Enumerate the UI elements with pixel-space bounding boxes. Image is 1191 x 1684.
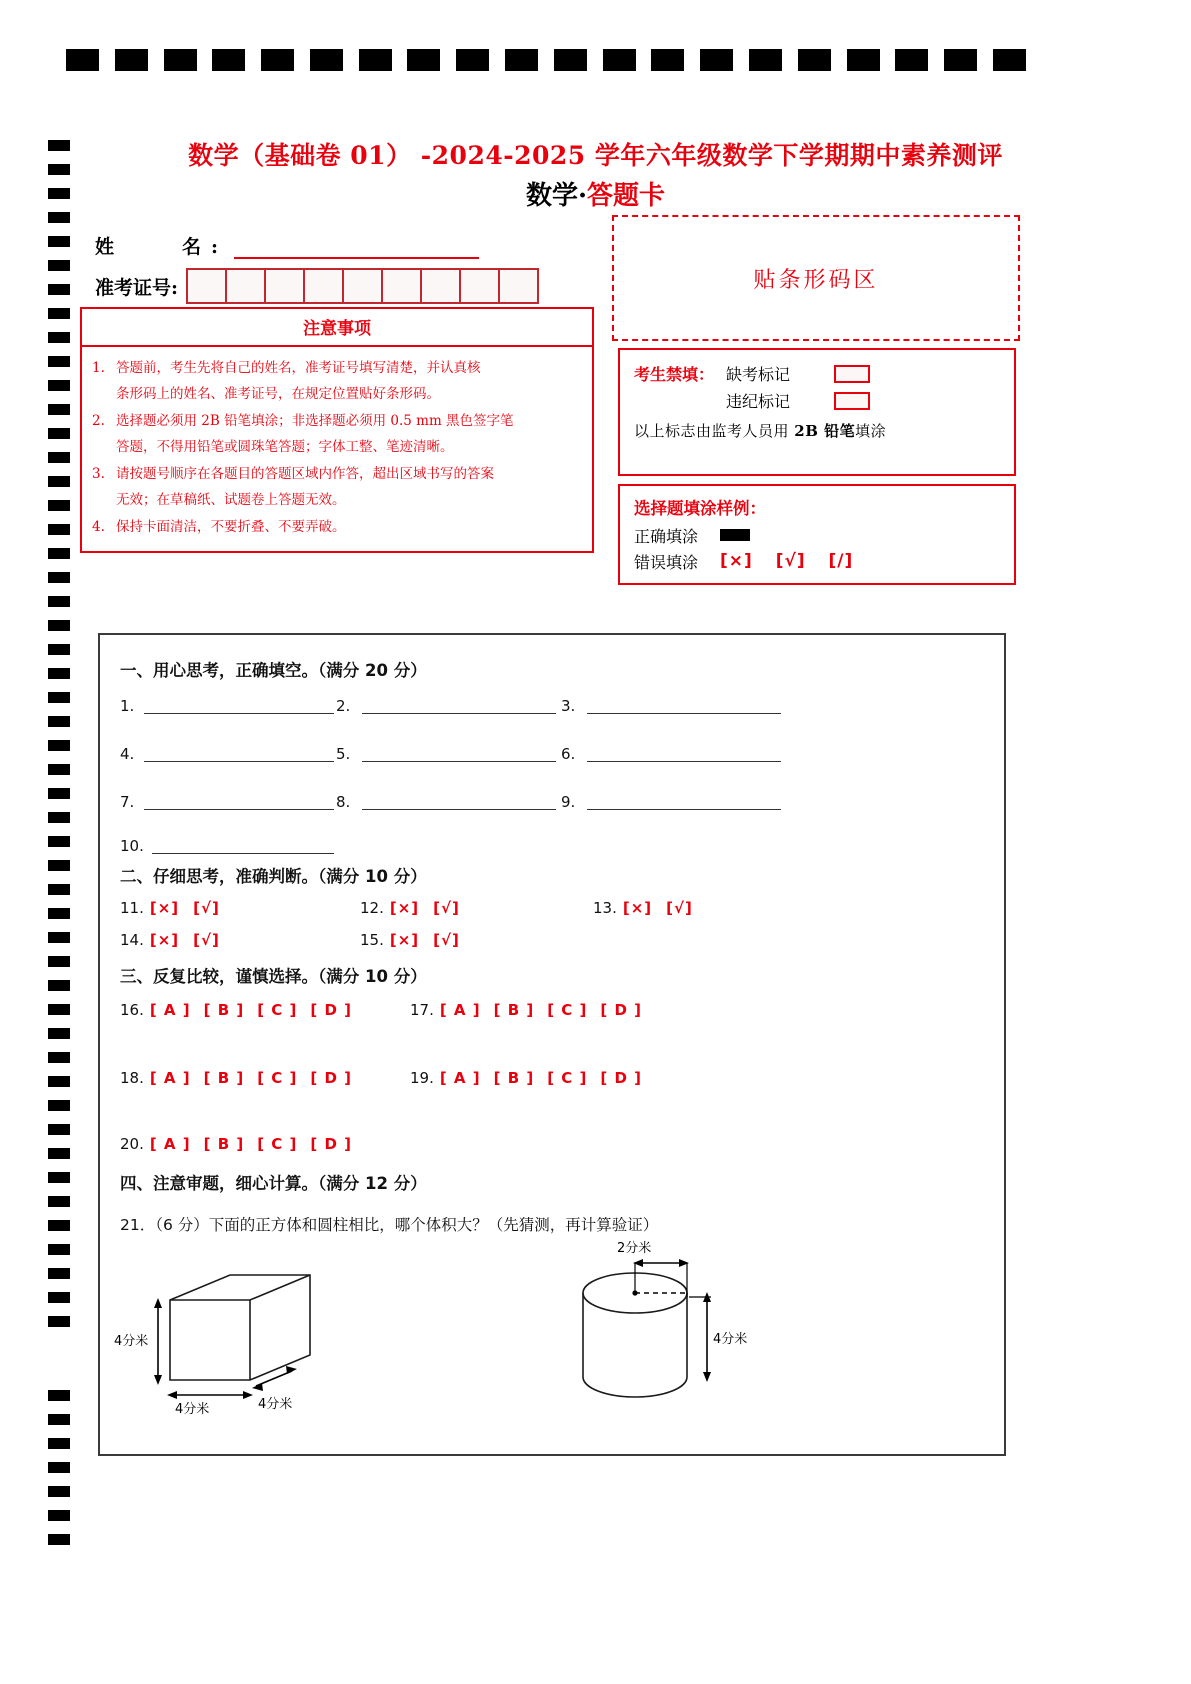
violation-mark-label: 违纪标记	[726, 392, 791, 411]
mc-number-19: 19.	[410, 1069, 434, 1087]
mc-row-17[interactable]	[410, 1001, 655, 1019]
blank-number-9: 9.	[561, 793, 576, 811]
top-timing-marks	[66, 49, 1026, 71]
mc-option-c-18[interactable]: [ C ]	[257, 1069, 298, 1087]
cylinder-height-label: 4分米	[713, 1332, 748, 1347]
tf-row-12[interactable]	[360, 899, 474, 917]
proctor-marks-box	[618, 348, 1016, 476]
tf-row-15[interactable]	[360, 931, 474, 949]
fill-sample-title: 选择题填涂样例：	[634, 499, 766, 518]
exam-id-cell[interactable]	[500, 270, 537, 302]
tf-number-12: 12.	[360, 899, 384, 917]
fill-sample-box	[618, 484, 1016, 585]
mc-row-18[interactable]	[120, 1069, 365, 1087]
correct-fill-label: 正确填涂	[634, 526, 699, 546]
notice-item-text	[116, 355, 582, 407]
exam-id-input[interactable]	[186, 268, 539, 304]
blank-line-9[interactable]	[587, 809, 781, 810]
section-one-heading: 一、用心思考，正确填空。（满分 20 分）	[120, 661, 427, 680]
tf-option-cross-11[interactable]: [×]	[149, 899, 180, 917]
absent-mark-label: 缺考标记	[726, 365, 791, 384]
exam-id-cell[interactable]	[188, 270, 227, 302]
wrong-mark-check: [√]	[775, 551, 806, 571]
notice-item-number: 4.	[92, 519, 105, 535]
notice-line: 请按题号顺序在各题目的答题区域内作答，超出区域书写的答案	[116, 466, 494, 482]
mc-row-20[interactable]	[120, 1135, 365, 1153]
wrong-mark-cross: [×]	[720, 551, 753, 571]
notice-item	[92, 355, 582, 407]
mc-option-b-19[interactable]: [ B ]	[493, 1069, 535, 1087]
cube-width-label: 4分米	[175, 1402, 210, 1415]
notice-line: 答题，不得用铅笔或圆珠笔答题；字体工整、笔迹清晰。	[116, 439, 454, 455]
page-subtitle	[0, 175, 1191, 212]
exam-id-cell[interactable]	[227, 270, 266, 302]
mc-option-d-18[interactable]: [ D ]	[310, 1069, 352, 1087]
page-title: 数学（基础卷 01） -2024-2025 学年六年级数学下学期期中素养测评	[188, 141, 1003, 170]
blank-number-7: 7.	[120, 793, 135, 811]
mc-option-a-18[interactable]: [ A ]	[149, 1069, 191, 1087]
notice-item-number: 2.	[92, 413, 105, 429]
section-three-heading: 三、反复比较，谨慎选择。（满分 10 分）	[120, 967, 427, 986]
tf-option-cross-14[interactable]: [×]	[149, 931, 180, 949]
exam-id-cell[interactable]	[422, 270, 461, 302]
barcode-paste-area	[612, 215, 1020, 341]
notice-line: 条形码上的姓名、准考证号，在规定位置贴好条形码。	[116, 386, 440, 402]
blank-number-1: 1.	[120, 697, 135, 715]
cube-height-label: 4分米	[114, 1334, 149, 1349]
blank-line-1[interactable]	[144, 713, 334, 714]
mc-option-b-17[interactable]: [ B ]	[493, 1001, 535, 1019]
notice-item-text	[116, 461, 582, 513]
section-four-heading: 四、注意审题，细心计算。（满分 12 分）	[120, 1174, 427, 1193]
mc-option-c-20[interactable]: [ C ]	[257, 1135, 298, 1153]
notice-line: 答题前，考生先将自己的姓名，准考证号填写清楚，并认真核	[116, 360, 481, 376]
wrong-fill-label: 错误填涂	[634, 552, 699, 572]
exam-id-cell[interactable]	[266, 270, 305, 302]
name-input[interactable]	[234, 238, 479, 259]
mc-row-16[interactable]	[120, 1001, 365, 1019]
notice-item-number: 3.	[92, 466, 105, 482]
notice-item-text	[116, 408, 582, 460]
mc-option-a-17[interactable]: [ A ]	[439, 1001, 481, 1019]
exam-id-cell[interactable]	[461, 270, 500, 302]
tf-row-13[interactable]	[593, 899, 707, 917]
wrong-fill-row	[634, 548, 1000, 574]
blank-number-10: 10.	[120, 837, 144, 855]
mc-option-d-20[interactable]: [ D ]	[310, 1135, 352, 1153]
tf-option-check-14[interactable]: [√]	[193, 931, 220, 949]
proctor-note	[634, 420, 1000, 441]
violation-mark-row	[634, 387, 1000, 414]
barcode-area-label: 贴条形码区	[753, 267, 879, 293]
blank-number-2: 2.	[336, 697, 351, 715]
blank-line-7[interactable]	[144, 809, 334, 810]
name-field-row	[95, 232, 479, 259]
notice-line: 选择题必须用 2B 铅笔填涂；非选择题必须用 0.5 mm 黑色签字笔	[116, 413, 514, 429]
notice-body	[82, 347, 592, 551]
tf-number-15: 15.	[360, 931, 384, 949]
tf-number-11: 11.	[120, 899, 144, 917]
mc-option-d-17[interactable]: [ D ]	[600, 1001, 642, 1019]
tf-number-13: 13.	[593, 899, 617, 917]
proctor-box-title: 考生禁填：	[634, 365, 715, 384]
notice-item	[92, 461, 582, 513]
tf-option-cross-15[interactable]: [×]	[389, 931, 420, 949]
mc-option-c-16[interactable]: [ C ]	[257, 1001, 298, 1019]
correct-fill-row	[634, 522, 1000, 548]
blank-line-6[interactable]	[587, 761, 781, 762]
mc-option-a-16[interactable]: [ A ]	[149, 1001, 191, 1019]
blank-line-5[interactable]	[362, 761, 556, 762]
blank-line-8[interactable]	[362, 809, 556, 810]
tf-option-cross-12[interactable]: [×]	[389, 899, 420, 917]
notice-heading: 注意事项	[82, 309, 592, 347]
violation-mark-bubble[interactable]	[834, 392, 870, 410]
proctor-note-prefix: 以上标志由监考人员用	[634, 422, 795, 440]
absent-mark-row	[634, 360, 1000, 387]
blank-number-3: 3.	[561, 697, 576, 715]
exam-id-label: 准考证号:	[95, 276, 179, 299]
exam-id-cell[interactable]	[344, 270, 383, 302]
section-two-heading: 二、仔细思考，准确判断。（满分 10 分）	[120, 867, 427, 886]
tf-option-check-11[interactable]: [√]	[193, 899, 220, 917]
left-timing-marks-upper	[48, 140, 70, 1327]
blank-line-2[interactable]	[362, 713, 556, 714]
cube-figure	[110, 1255, 340, 1415]
blank-number-6: 6.	[561, 745, 576, 763]
tf-number-14: 14.	[120, 931, 144, 949]
tf-option-check-15[interactable]: [√]	[433, 931, 460, 949]
mc-option-d-19[interactable]: [ D ]	[600, 1069, 642, 1087]
proctor-note-bold: 2B 铅笔	[794, 422, 856, 440]
mc-number-20: 20.	[120, 1135, 144, 1153]
notice-item	[92, 514, 582, 540]
subtitle-subject: 数学·	[525, 181, 588, 211]
left-timing-marks-lower	[48, 1390, 70, 1545]
mc-number-16: 16.	[120, 1001, 144, 1019]
cylinder-radius-label: 2分米	[617, 1241, 652, 1256]
notice-item-text	[116, 514, 582, 540]
mc-option-b-20[interactable]: [ B ]	[203, 1135, 245, 1153]
proctor-note-suffix: 填涂	[855, 422, 887, 440]
mc-option-b-16[interactable]: [ B ]	[203, 1001, 245, 1019]
blank-line-4[interactable]	[144, 761, 334, 762]
blank-number-4: 4.	[120, 745, 135, 763]
mc-option-c-17[interactable]: [ C ]	[547, 1001, 588, 1019]
exam-id-cell[interactable]	[383, 270, 422, 302]
cylinder-figure	[555, 1235, 765, 1415]
question-21-text: 21．（6 分）下面的正方体和圆柱相比，哪个体积大？（先猜测，再计算验证）	[120, 1216, 659, 1234]
name-label: 姓 名:	[95, 236, 229, 258]
mc-row-19[interactable]	[410, 1069, 655, 1087]
blank-number-8: 8.	[336, 793, 351, 811]
tf-option-check-12[interactable]: [√]	[433, 899, 460, 917]
tf-row-11[interactable]	[120, 899, 234, 917]
subtitle-answer-card: 答题卡	[587, 181, 666, 211]
mc-number-18: 18.	[120, 1069, 144, 1087]
mc-number-17: 17.	[410, 1001, 434, 1019]
tf-option-check-13[interactable]: [√]	[666, 899, 693, 917]
absent-mark-bubble[interactable]	[834, 365, 870, 383]
notice-item	[92, 408, 582, 460]
exam-id-row	[95, 268, 539, 304]
notice-line: 保持卡面清洁，不要折叠、不要弄破。	[116, 519, 346, 535]
notice-item-number: 1.	[92, 360, 105, 376]
blank-line-3[interactable]	[587, 713, 781, 714]
notice-box	[80, 307, 594, 553]
mc-option-a-20[interactable]: [ A ]	[149, 1135, 191, 1153]
wrong-mark-slash: [/]	[828, 551, 854, 571]
mc-option-a-19[interactable]: [ A ]	[439, 1069, 481, 1087]
cube-depth-label: 4分米	[258, 1397, 293, 1412]
mc-option-d-16[interactable]: [ D ]	[310, 1001, 352, 1019]
answer-area-frame	[98, 633, 1006, 1456]
blank-line-10[interactable]	[152, 853, 334, 854]
blank-number-5: 5.	[336, 745, 351, 763]
tf-option-cross-13[interactable]: [×]	[622, 899, 653, 917]
notice-line: 无效；在草稿纸、试题卷上答题无效。	[116, 492, 346, 508]
exam-id-cell[interactable]	[305, 270, 344, 302]
wrong-fill-examples	[720, 551, 869, 571]
mc-option-c-19[interactable]: [ C ]	[547, 1069, 588, 1087]
mc-option-b-18[interactable]: [ B ]	[203, 1069, 245, 1087]
tf-row-14[interactable]	[120, 931, 234, 949]
filled-bubble-icon	[720, 529, 750, 541]
